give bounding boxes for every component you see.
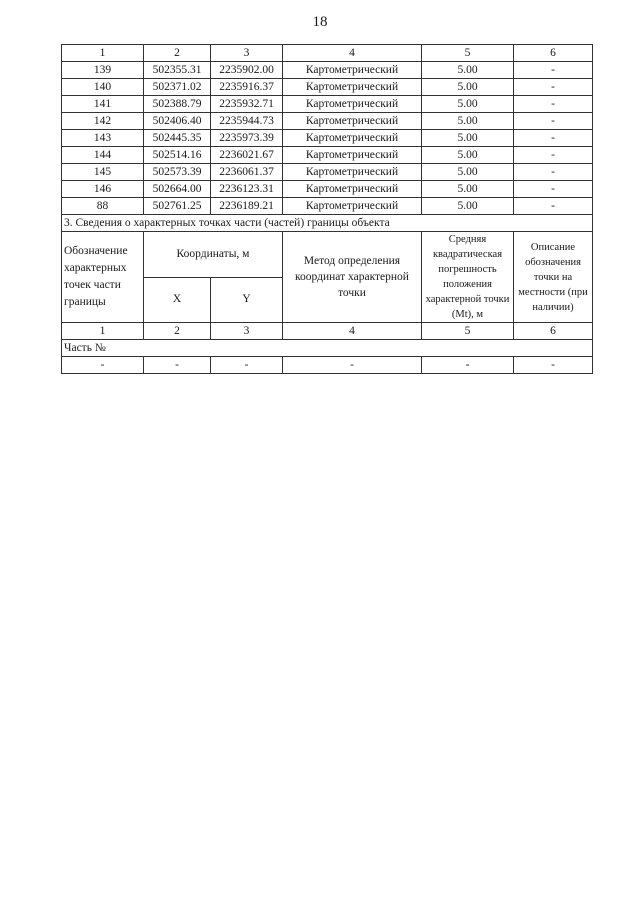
part-label-row [62,340,593,357]
table-cell: 146 [62,181,144,198]
method-header: Метод определения координат характерной точки [283,232,422,323]
table-row [62,130,593,147]
table-cell: - [514,113,593,130]
table-cell: 139 [62,62,144,79]
table-cell: 2235902.00 [211,62,283,79]
x-header: X [144,277,211,323]
table-cell: 88 [62,198,144,215]
table-cell: - [514,164,593,181]
y-header: Y [211,277,283,323]
table-cell: 502406.40 [144,113,211,130]
table-cell: Картометрический [283,198,422,215]
table-cell: - [514,147,593,164]
table-cell: Картометрический [283,164,422,181]
header-cell: 2 [144,45,211,62]
table-cell: - [144,357,211,374]
table-cell: 2235916.37 [211,79,283,96]
column-number: 5 [422,323,514,340]
column-number: 2 [144,323,211,340]
table-row [62,79,593,96]
table-cell: 5.00 [422,147,514,164]
error-header: Средняя квадратическая погрешность положения характерной точки (Mt), м [422,232,514,323]
table-cell: 5.00 [422,130,514,147]
table-cell: Картометрический [283,181,422,198]
table-row [62,113,593,130]
table-cell: 140 [62,79,144,96]
table-cell: 5.00 [422,164,514,181]
column-number: 1 [62,323,144,340]
section-title: 3. Сведения о характерных точках части (частей) границы объекта [62,215,593,232]
table-cell: 5.00 [422,198,514,215]
header-cell: 4 [283,45,422,62]
table-cell: 2236189.21 [211,198,283,215]
table-cell: 5.00 [422,181,514,198]
column-number: 4 [283,323,422,340]
table-cell: - [211,357,283,374]
table-cell: - [514,181,593,198]
table-cell: 502761.25 [144,198,211,215]
table-cell: 2236021.67 [211,147,283,164]
table-cell: 502514.16 [144,147,211,164]
table-cell: Картометрический [283,130,422,147]
table-cell: - [514,130,593,147]
table-cell: Картометрический [283,62,422,79]
column-number: 6 [514,323,593,340]
section-title-row [62,215,593,232]
table-cell: 5.00 [422,113,514,130]
table-cell: - [514,79,593,96]
part-label: Часть № [62,340,593,357]
table-row [62,62,593,79]
table-cell: 2235944.73 [211,113,283,130]
empty-data-row [62,357,593,374]
table-cell: 142 [62,113,144,130]
table-cell: 5.00 [422,79,514,96]
table-row [62,96,593,113]
table-cell: - [514,357,593,374]
table-cell: - [62,357,144,374]
table-cell: - [422,357,514,374]
table-cell: - [514,198,593,215]
coordinates-header: Координаты, м [144,232,283,278]
point-designation-header: Обозначение характерных точек части границы [62,232,144,323]
page-number: 18 [312,14,328,30]
column-number: 3 [211,323,283,340]
header-cell: 5 [422,45,514,62]
section3-header-row [62,232,593,278]
table-cell: 502445.35 [144,130,211,147]
table-cell: 144 [62,147,144,164]
table-row [62,147,593,164]
table-cell: 502664.00 [144,181,211,198]
table-cell: - [514,62,593,79]
description-header: Описание обозначения точки на местности (при наличии) [514,232,593,323]
table-cell: Картометрический [283,79,422,96]
header-cell: 1 [62,45,144,62]
table-cell: 502355.31 [144,62,211,79]
table-cell: Картометрический [283,96,422,113]
table-row [62,198,593,215]
table-cell: Картометрический [283,113,422,130]
table-cell: 5.00 [422,62,514,79]
table-cell: 5.00 [422,96,514,113]
table-cell: - [514,96,593,113]
table-cell: 502573.39 [144,164,211,181]
section3-number-row [62,323,593,340]
table-cell: Картометрический [283,147,422,164]
coordinates-table [61,44,593,374]
table-cell: - [283,357,422,374]
table-cell: 2235973.39 [211,130,283,147]
table-cell: 145 [62,164,144,181]
table-cell: 2236061.37 [211,164,283,181]
table-cell: 502371.02 [144,79,211,96]
table-header-row [62,45,593,62]
header-cell: 3 [211,45,283,62]
table-row [62,164,593,181]
header-cell: 6 [514,45,593,62]
table-cell: 2235932.71 [211,96,283,113]
table-cell: 2236123.31 [211,181,283,198]
table-cell: 143 [62,130,144,147]
table-cell: 141 [62,96,144,113]
table-row [62,181,593,198]
table-cell: 502388.79 [144,96,211,113]
